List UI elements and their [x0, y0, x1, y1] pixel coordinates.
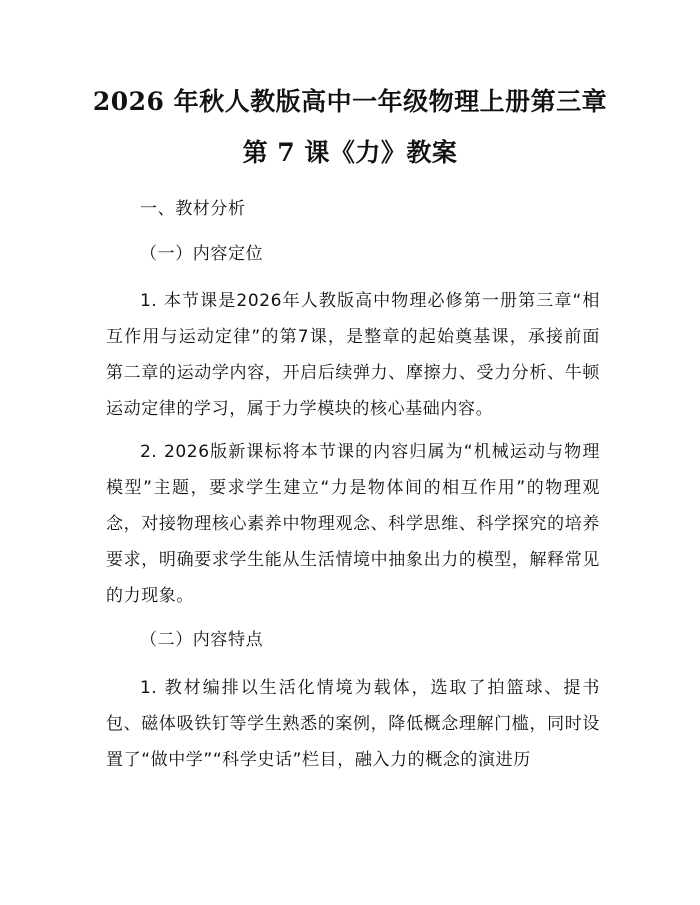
- subsection-heading-content-features: （二）内容特点: [140, 630, 264, 650]
- paragraph-2: 2. 2026版新课标将本节课的内容归属为“机械运动与物理模型”主题，要求学生建立“力是物体间的相互作用”的物理观念，对接物理核心素养中物理观念、科学思维、科学探究的培养要求，明确要求学生能从生活情境中抽象出力的模型，解释常见的力现象。: [106, 442, 600, 606]
- document-title-line1: 2026 年秋人教版高中一年级物理上册第三章: [92, 87, 608, 116]
- paragraph-3: 1. 教材编排以生活化情境为载体，选取了拍篮球、提书包、磁体吸铁钉等学生熟悉的案例，降低概念理解门槛，同时设置了“做中学”“科学史话”栏目，融入力的概念的演进历: [106, 678, 600, 770]
- section-heading-textbook-analysis: 一、教材分析: [140, 199, 246, 219]
- subsection-heading-content-positioning: （一）内容定位: [140, 244, 264, 264]
- document-title-line2: 第 7 课《力》教案: [242, 138, 458, 167]
- paragraph-1: 1. 本节课是2026年人教版高中物理必修第一册第三章“相互作用与运动定律”的第7课，是整章的起始奠基课，承接前面第二章的运动学内容，开启后续弹力、摩擦力、受力分析、牛顿运动定律的学习，属于力学模块的核心基础内容。: [106, 291, 600, 419]
